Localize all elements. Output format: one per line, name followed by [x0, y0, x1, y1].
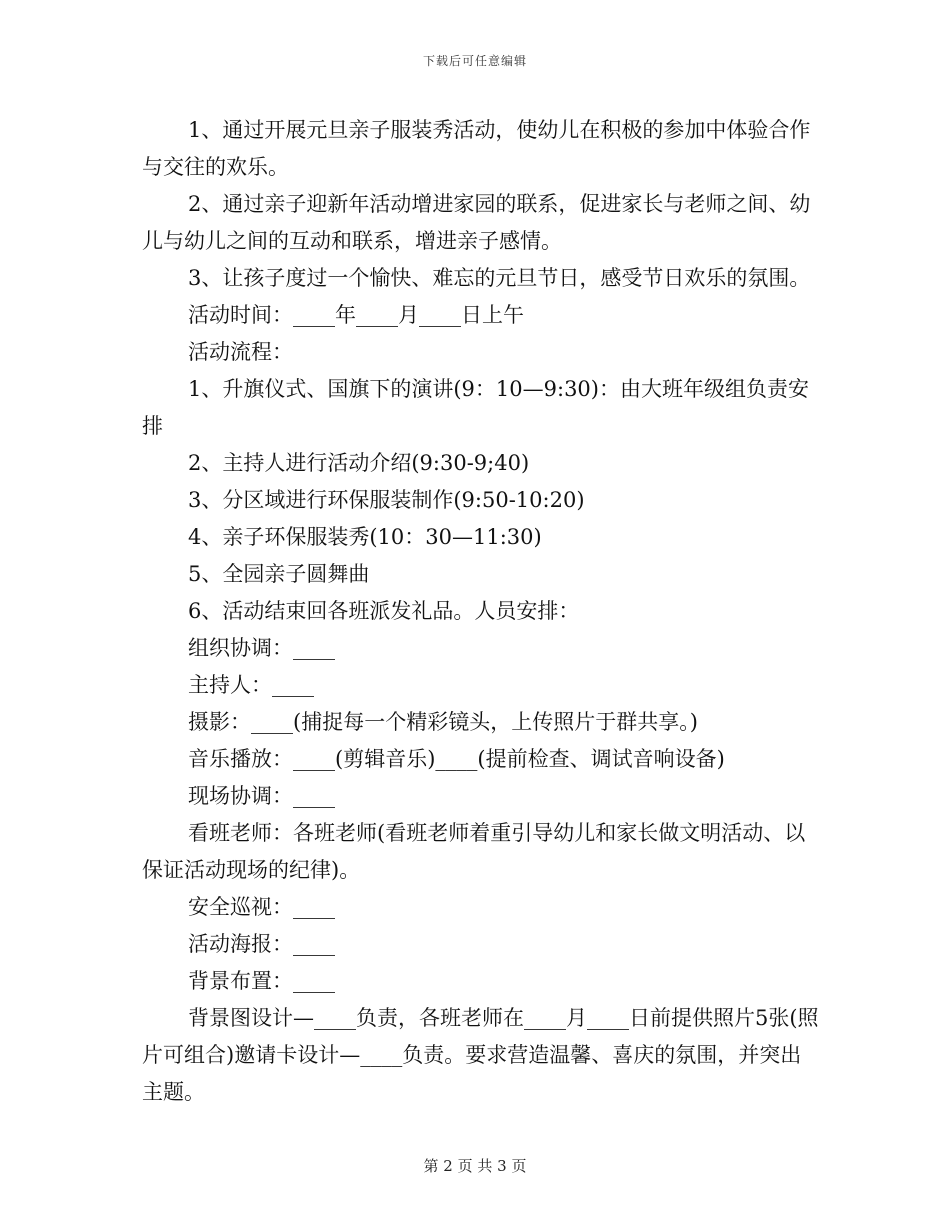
- process-step-6: 6、活动结束回各班派发礼品。人员安排：: [188, 599, 580, 623]
- paragraph-goal-3: 3、让孩子度过一个愉快、难忘的元旦节日，感受节日欢乐的氛围。: [188, 266, 811, 290]
- staff-music: 音乐播放：____(剪辑音乐)____(提前检查、调试音响设备): [188, 747, 725, 771]
- process-step-4: 4、亲子环保服装秀(10：30—11:30): [188, 525, 542, 549]
- staff-photography: 摄影：____(捕捉每一个精彩镜头，上传照片于群共享。): [188, 710, 698, 734]
- activity-time: 活动时间：____年____月____日上午: [188, 303, 524, 327]
- process-step-3: 3、分区域进行环保服装制作(9:50-10:20): [188, 488, 585, 512]
- paragraph-goal-1: 1、通过开展元旦亲子服装秀活动，使幼儿在积极的参加中体验合作与交往的欢乐。: [142, 118, 811, 179]
- staff-onsite: 现场协调：____: [188, 784, 335, 808]
- staff-host: 主持人：____: [188, 673, 314, 697]
- process-step-5: 5、全园亲子圆舞曲: [188, 562, 370, 586]
- page-number: 第 2 页 共 3 页: [423, 1157, 527, 1175]
- document-body: [142, 112, 822, 1111]
- process-step-2: 2、主持人进行活动介绍(9:30-9;40): [188, 451, 530, 475]
- background-design-note: 背景图设计—____负责，各班老师在____月____日前提供照片5张(照片可组合)邀请卡设计—____负责。要求营造温馨、喜庆的氛围，并突出主题。: [142, 1006, 819, 1104]
- process-step-1: 1、升旗仪式、国旗下的演讲(9：10—9:30)：由大班年级组负责安排: [142, 377, 809, 438]
- activity-process-heading: 活动流程：: [188, 340, 293, 364]
- page-header: 下载后可任意编辑: [422, 54, 527, 68]
- staff-background: 背景布置：____: [188, 969, 335, 993]
- paragraph-goal-2: 2、通过亲子迎新年活动增进家园的联系，促进家长与老师之间、幼儿与幼儿之间的互动和联系，增进亲子感情。: [142, 192, 811, 253]
- staff-coordination: 组织协调：____: [188, 636, 335, 660]
- staff-safety: 安全巡视：____: [188, 895, 335, 919]
- staff-poster: 活动海报：____: [188, 932, 335, 956]
- staff-class-teachers: 看班老师：各班老师(看班老师着重引导幼儿和家长做文明活动、以保证活动现场的纪律)。: [142, 821, 806, 882]
